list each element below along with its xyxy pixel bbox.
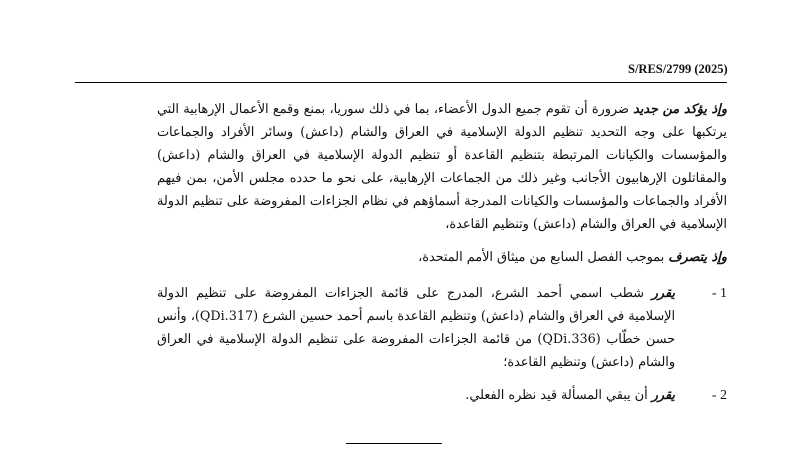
paragraph-text: ضرورة أن تقوم جميع الدول الأعضاء، بما في ذلك سوريا، بمنع وقمع الأعمال الإرهابية التي يرتكبها على وجه التحديد تنظيم الدولة الإسلامية في العراق والشام (داعش) وسائر الأفراد والجماعات والمؤسسات والكيانات المرتبطة بتنظيم القاعدة أو تنظيم الدولة الإسلامية في العراق والشام (داعش) والمقاتلون الإرهابيون الأجانب وغير ذلك من الجماعات الإرهابية، على نحو ما حدده مجلس الأمن، بمن فيهم الأفراد والجماعات والمؤسسات والكيانات المدرجة أسماؤهم في نظام الجزاءات المفروضة على تنظيم الدولة الإسلامية في العراق والشام (داعش) وتنظيم القاعدة، — [157, 102, 727, 232]
preamble-paragraph-reaffirming — [157, 98, 727, 236]
paragraph-lead-phrase: وإذ يتصرف — [668, 250, 727, 265]
paragraph-text: أن يبقي المسألة قيد نظره الفعلي. — [465, 388, 652, 403]
preamble-paragraph-acting — [157, 246, 727, 269]
document-symbol: S/RES/2799 (2025) — [628, 62, 728, 76]
operative-paragraph-2 — [157, 384, 727, 407]
operative-paragraph-1 — [157, 282, 727, 374]
paragraph-text: شطب اسمي أحمد الشرع، المدرج على قائمة الجزاءات المفروضة على تنظيم الدولة الإسلامية في العراق والشام (داعش) وتنظيم القاعدة باسم أحمد حسين الشرع (QDi.317)، وأنس حسن خطّاب (QDi.336) من قائمة الجزاءات المفروضة على تنظيم الدولة الإسلامية في العراق والشام (داعش) وتنظيم القاعدة؛ — [157, 286, 675, 370]
paragraph-text: بموجب الفصل السابع من ميثاق الأمم المتحدة، — [418, 250, 669, 265]
header-rule — [75, 82, 727, 83]
paragraph-number: 2 - — [711, 388, 727, 403]
paragraph-lead-phrase: يقرر — [651, 286, 675, 301]
paragraph-lead-phrase: وإذ يؤكد من جديد — [633, 102, 727, 117]
paragraph-number: 1 - — [711, 286, 727, 301]
closing-rule — [346, 443, 442, 444]
paragraph-lead-phrase: يقرر — [651, 388, 675, 403]
operative-paragraph-body — [157, 384, 675, 407]
operative-paragraph-body — [157, 282, 675, 374]
